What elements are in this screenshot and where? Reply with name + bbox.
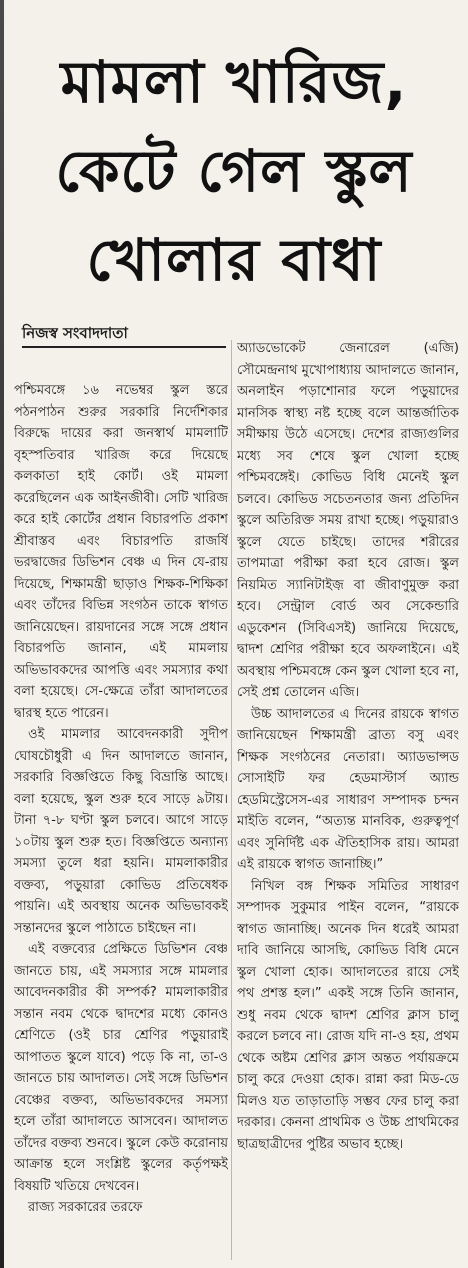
paragraph: অ্যাডভোকেট জেনারেল (এজি) সৌমেন্দ্রনাথ মুখোপাধ্যায় আদালতে জানান, অনলাইন পড়াশোনার ফলে পড়ুয়াদের মানসিক স্বাস্থ্য নষ্ট হচ্ছে বলে আন্তর্জাতিক সমীক্ষায় উঠে এসেছে। দেশের রাজ্যগুলির মধ্যে সব শেষে স্কুল খোলা হচ্ছে পশ্চিমবঙ্গেই। কোভিড বিধি মেনেই স্কুল চলবে। কোভিড সচেতনতার জন্য প্রতিদিন স্কুলে অতিরিক্ত সময় রাখা হচ্ছে। পড়ুয়ারাও স্কুলে যেতে চাইছে। তাদের শরীরের তাপমাত্রা পরীক্ষা করা হবে রোজ। স্কুল নিয়মিত স্যানিটাইজ় বা জীবাণুমুক্ত করা হবে। সেন্ট্রাল বোর্ড অব সেকেন্ডারি এডুকেশন (সিবিএসই) জানিয়ে দিয়েছে, দ্বাদশ শ্রেণির পরীক্ষা হবে অফলাইনে। এই অবস্থায় পশ্চিমবঙ্গে কেন স্কুল খোলা হবে না, সেই প্রশ্ন তোলেন এজি।	[237, 341, 459, 700]
paragraph: ওই মামলার আবেদনকারী সুদীপ ঘোষচৌধুরী এ দিন আদালতে জানান, সরকারি বিজ্ঞপ্তিতে কিছু বিভ্রান্তি আছে। বলা হয়েছে, স্কুল শুরু হবে সাড়ে ৯টায়। টানা ৭-৮ ঘণ্টা স্কুল চলবে। আগে সাড়ে ১০টায় স্কুল শুরু হত। বিজ্ঞপ্তিতে অন্যান্য সমস্যা তুলে ধরা হয়নি। মামলাকারীর বক্তব্য, পড়ুয়ারা কোভিড প্রতিষেধক পায়নি। এই অবস্থায় অনেক অভিভাবকই সন্তানদের স্কুলে পাঠাতে চাইছেন না।	[14, 727, 228, 936]
paragraph: পশ্চিমবঙ্গে ১৬ নভেম্বর স্কুল স্তরে পঠনপাঠন শুরুর সরকারি নির্দেশিকার বিরুদ্ধে দায়ের করা জনস্বার্থ মামলাটি বৃহস্পতিবার খারিজ করে দিয়েছে কলকাতা হাই কোর্ট। ওই মামলা করেছিলেন এক আইনজীবী। সেটি খারিজ করে হাই কোর্টের প্রধান বিচারপতি প্রকাশ শ্রীবাস্তব এবং বিচারপতি রাজর্ষি ভরদ্বাজের ডিভিশন বেঞ্চ এ দিন যে-রায় দিয়েছে, শিক্ষামন্ত্রী ছাড়াও শিক্ষক-শিক্ষিকা এবং তাঁদের বিভিন্ন সংগঠন তাকে স্বাগত জানিয়েছেন। রায়দানের সঙ্গে সঙ্গে প্রধান বিচারপতি জানান, এই মামলায় অভিভাবকদের আপত্তি এবং সমস্যার কথা বলা হয়েছে। সে-ক্ষেত্রে তাঁরা আদালতের দ্বারস্থ হতে পারেন।	[14, 383, 228, 721]
article-column-left	[14, 380, 228, 1262]
byline: নিজস্ব সংবাদদাতা	[22, 320, 226, 348]
paragraph: উচ্চ আদালতের এ দিনের রায়কে স্বাগত জানিয়েছেন শিক্ষামন্ত্রী ব্রাত্য বসু এবং শিক্ষক সংগঠনের নেতারা। অ্যাডভান্সড সোসাইটি ফর হেডমাস্টার্স অ্যান্ড হেডমিস্ট্রেসেস-এর সাধারণ সম্পাদক চন্দন মাইতি বলেন, “অত্যন্ত মানবিক, গুরুত্বপূর্ণ এবং সুনির্দিষ্ট এক ঐতিহাসিক রায়। আমরা এই রায়কে স্বাগত জানাচ্ছি।”	[237, 706, 459, 872]
headline-line-1: মামলা খারিজ,	[60, 48, 408, 116]
paragraph: নিখিল বঙ্গ শিক্ষক সমিতির সাধারণ সম্পাদক সুকুমার পাইন বলেন, “রায়কে স্বাগত জানাচ্ছি। অনেক দিন ধরেই আমরা দাবি জানিয়ে আসছি, কোভিড বিধি মেনে স্কুল খোলা হোক। আদালতের রায়ে সেই পথ প্রশস্ত হল।” একই সঙ্গে তিনি জানান, শুধু নবম থেকে দ্বাদশ শ্রেণির ক্লাস চালু করলে চলবে না। রোজ যদি না-ও হয়, প্রথম থেকে অষ্টম শ্রেণির ক্লাস অন্তত পর্যায়ক্রমে চালু করে দেওয়া হোক। রান্না করা মিড-ডে মিলও যত তাড়াতাড়ি সম্ভব ফের চালু করা দরকার। কেননা প্রাথমিক ও উচ্চ প্রাথমিকের ছাত্রছাত্রীদের পুষ্টির অভাব হচ্ছে।	[237, 878, 459, 1152]
column-divider	[231, 340, 232, 1260]
paragraph: এই বক্তব্যের প্রেক্ষিতে ডিভিশন বেঞ্চ জানতে চায়, এই সমস্যার সঙ্গে মামলার আবেদনকারীর কী সম্পর্ক? মামলাকারীর সন্তান নবম থেকে দ্বাদশের মধ্যে কোনও শ্রেণিতে (ওই চার শ্রেণির পড়ুয়ারাই আপাতত স্কুলে যাবে) পড়ে কি না, তা-ও জানতে চায় আদালত। সেই সঙ্গে ডিভিশন বেঞ্চের বক্তব্য, অভিভাবকদের সমস্যা হলে তাঁরা আদালতে আসবেন। আদালত তাঁদের বক্তব্য শুনবে। স্কুলে কেউ করোনায় আক্রান্ত হলে সংশ্লিষ্ট স্কুলের কর্তৃপক্ষই বিষয়টি খতিয়ে দেখবেন।	[14, 942, 228, 1194]
paragraph: রাজ্য সরকারের তরফে	[28, 1200, 143, 1215]
article-column-right	[237, 338, 459, 1262]
headline-line-2: কেটে গেল স্কুল	[55, 137, 413, 205]
headline-line-3: খোলার বাধা	[86, 226, 382, 294]
headline	[0, 0, 468, 320]
